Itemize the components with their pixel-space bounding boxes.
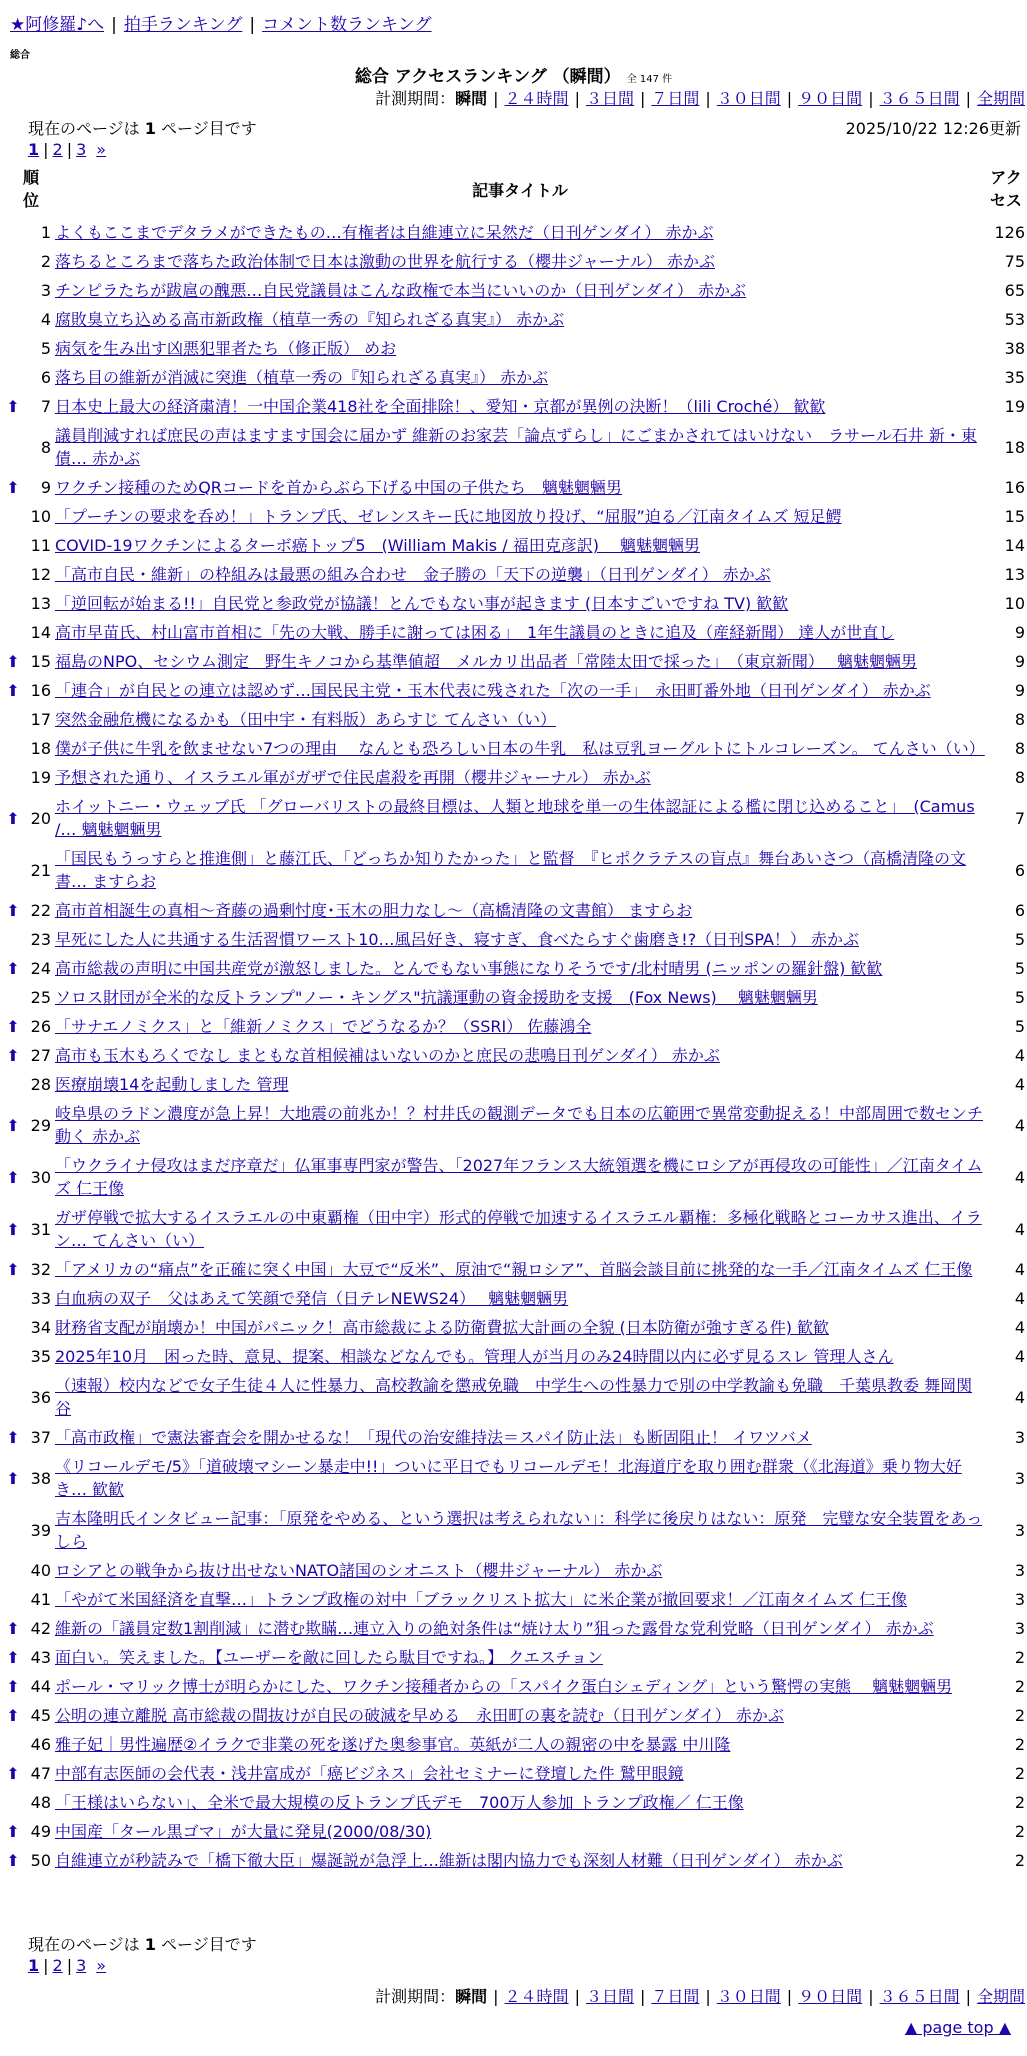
access-count: 5: [1014, 930, 1025, 949]
rank-up-arrow-icon: ⬆: [6, 1677, 20, 1696]
period-24h-link[interactable]: ２４時間: [504, 89, 569, 108]
access-count: 9: [1014, 652, 1025, 671]
rank-number: 35: [30, 1347, 51, 1366]
article-title-link[interactable]: ワクチン接種のためQRコードを首からぶら下げる中国の子供たち 魑魅魍魎男: [55, 478, 622, 497]
rank-number: 44: [30, 1677, 51, 1696]
access-count: 2: [1014, 1822, 1025, 1841]
rank-up-arrow-icon: ⬆: [6, 1260, 20, 1279]
table-row: [0, 276, 1027, 305]
article-title-link[interactable]: 自維連立が秒読みで「橋下徹大臣」爆誕説が急浮上…維新は閣内協力でも深刻人材難（日刊ゲンダイ） 赤かぶ: [55, 1851, 843, 1870]
access-count: 2: [1014, 1677, 1025, 1696]
table-row: [0, 363, 1027, 392]
rank-number: 16: [30, 681, 51, 700]
article-title-link[interactable]: 中部有志医師の会代表・浅井富成が「癌ビジネス」会社セミナーに登壇した件 鷲甲眼鏡: [55, 1764, 684, 1783]
current-page-text-bottom: 現在のページは 1 ページ目です: [28, 1935, 257, 1954]
table-row: [0, 1041, 1027, 1070]
article-title-link[interactable]: 「国民もうっすらと推進側」と藤江氏、「どっちか知りたかった」と監督 『ヒポクラテスの盲点』舞台あいさつ（高橋清隆の文書… ますらお: [55, 849, 967, 891]
period-selector-top: 計測期間：瞬間 | ２４時間 | ３日間 | ７日間 | ３０日間 | ９０日間 | ３６５日間 | 全期間: [375, 89, 1025, 108]
rank-up-arrow-icon: ⬆: [6, 1167, 20, 1187]
article-title-link[interactable]: 「プーチンの要求を呑め！」トランプ氏、ゼレンスキー氏に地図放り投げ、“屈服”迫る／江南タイムズ 短足鰐: [55, 507, 842, 526]
rank-up-arrow-icon: ⬆: [6, 397, 20, 416]
article-title-link[interactable]: 2025年10月 困った時、意見、提案、相談などなんでも。管理人が当月のみ24時間以内に必ず見るスレ 管理人さん: [55, 1347, 894, 1366]
table-row: [0, 1371, 1027, 1423]
rank-number: 11: [30, 536, 51, 555]
rank-column-header: 順位: [22, 168, 39, 210]
page-title-block: [0, 62, 1027, 87]
table-row: [0, 218, 1027, 247]
article-title-link[interactable]: 落ちるところまで落ちた政治体制で日本は激動の世界を航行する（櫻井ジャーナル） 赤かぶ: [55, 252, 715, 271]
rank-number: 47: [30, 1764, 51, 1783]
rank-number: 40: [30, 1561, 51, 1580]
access-count: 4: [1014, 1289, 1025, 1308]
table-row: [0, 983, 1027, 1012]
access-count: 18: [1004, 437, 1025, 457]
table-row: [0, 1730, 1027, 1759]
article-title-link[interactable]: 「高市自民・維新」の枠組みは最悪の組み合わせ 金子勝の「天下の逆襲」（日刊ゲンダイ） 赤かぶ: [55, 565, 771, 584]
access-count: 6: [1014, 860, 1025, 880]
access-count: 8: [1014, 710, 1025, 729]
article-title-link[interactable]: チンピラたちが跋扈の醜悪…自民党議員はこんな政権で本当にいいのか（日刊ゲンダイ） 赤かぶ: [55, 281, 747, 300]
rank-up-arrow-icon: ⬆: [6, 1648, 20, 1667]
access-count: 5: [1014, 1017, 1025, 1036]
table-row: [0, 1099, 1027, 1151]
table-row: [0, 1672, 1027, 1701]
rank-number: 46: [30, 1735, 51, 1754]
article-title-link[interactable]: 白血病の双子 父はあえて笑顔で発信（日テレNEWS24） 魑魅魍魎男: [55, 1289, 569, 1308]
access-count: 3: [1014, 1619, 1025, 1638]
access-count: 3: [1014, 1561, 1025, 1580]
rank-number: 29: [30, 1115, 51, 1135]
table-row: [0, 305, 1027, 334]
page-title: 総合 アクセスランキング （瞬間）: [354, 67, 621, 87]
period-3d-link[interactable]: ３日間: [585, 1987, 634, 2006]
article-title-link[interactable]: 「やがて米国経済を直撃…」トランプ政権の対中「ブラックリスト拡大」に米企業が撤回要求！／江南タイムズ 仁王像: [55, 1590, 908, 1609]
rank-number: 17: [30, 710, 51, 729]
article-title-link[interactable]: 「高市政権」で憲法審査会を開かせるな！「現代の治安維持法＝スパイ防止法」も断固阻止！ イワツバメ: [55, 1428, 812, 1447]
rank-number: 30: [30, 1167, 51, 1187]
table-row: [0, 844, 1027, 896]
access-count: 3: [1014, 1590, 1025, 1609]
period-current: 瞬間: [455, 89, 488, 108]
access-count: 8: [1014, 768, 1025, 787]
rank-number: 20: [30, 808, 51, 828]
access-count: 3: [1014, 1428, 1025, 1447]
rank-number: 50: [30, 1851, 51, 1870]
rank-number: 37: [30, 1428, 51, 1447]
rank-up-arrow-icon: ⬆: [6, 1017, 20, 1036]
rank-up-arrow-icon: ⬆: [6, 1619, 20, 1638]
rank-number: 31: [30, 1219, 51, 1239]
article-title-link[interactable]: ロシアとの戦争から抜け出せないNATO諸国のシオニスト（櫻井ジャーナル） 赤かぶ: [55, 1561, 663, 1580]
page-1-link[interactable]: 1: [28, 1956, 40, 1975]
article-title-link[interactable]: 「アメリカの“痛点”を正確に突く中国」大豆で“反米”、原油で“親ロシア”、首脳会談目前に挑発的な一手／江南タイムズ 仁王像: [55, 1260, 973, 1279]
access-count: 2: [1014, 1648, 1025, 1667]
rank-number: 34: [30, 1318, 51, 1337]
access-count: 126: [994, 223, 1025, 242]
table-row: [0, 1504, 1027, 1556]
access-count: 5: [1014, 988, 1025, 1007]
access-count: 4: [1014, 1347, 1025, 1366]
period-selector-bottom: 計測期間：瞬間 | ２４時間 | ３日間 | ７日間 | ３０日間 | ９０日間 | ３６５日間 | 全期間: [375, 1987, 1025, 2006]
period-365d-link[interactable]: ３６５日間: [879, 89, 960, 108]
rank-number: 36: [30, 1387, 51, 1407]
rank-up-arrow-icon: ⬆: [6, 1046, 20, 1065]
article-title-link[interactable]: 高市も玉木もろくでなし まともな首相候補はいないのかと庶民の悲鳴日刊ゲンダイ） 赤かぶ: [55, 1046, 720, 1065]
table-row: [0, 473, 1027, 502]
table-row: [0, 421, 1027, 473]
total-count: 全 147 件: [626, 74, 673, 85]
table-row: [0, 1585, 1027, 1614]
page-2-link[interactable]: 2: [52, 140, 63, 159]
article-title-link[interactable]: 維新の「議員定数1割削減」に潜む欺瞞…連立入りの絶対条件は“焼け太り”狙った露骨な党利党略（日刊ゲンダイ） 赤かぶ: [55, 1619, 934, 1638]
table-row: [0, 1255, 1027, 1284]
current-page-text: 現在のページは 1 ページ目です: [28, 119, 257, 138]
rank-number: 24: [30, 959, 51, 978]
table-row: [0, 589, 1027, 618]
article-title-link[interactable]: 「サナエノミクス」と「維新ノミクス」でどうなるか？（SSRI） 佐藤鴻全: [55, 1017, 592, 1036]
rank-number: 38: [30, 1468, 51, 1488]
period-30d-link[interactable]: ３０日間: [716, 1987, 781, 2006]
access-count: 15: [1004, 507, 1025, 526]
rank-number: 18: [30, 739, 51, 758]
article-title-link[interactable]: 高市早苗氏、村山富市首相に「先の大戦、勝手に謝っては困る」 1年生議員のときに追及（産経新聞） 達人が世直し: [55, 623, 895, 642]
access-count: 53: [1004, 310, 1025, 329]
article-title-link[interactable]: 面白い。笑えました。【ユーザーを敵に回したら駄目ですね。】 クエスチョン: [55, 1648, 603, 1667]
rank-number: 41: [30, 1590, 51, 1609]
access-count: 6: [1014, 901, 1025, 920]
access-count: 14: [1004, 536, 1025, 555]
access-count: 4: [1014, 1260, 1025, 1279]
table-row: [0, 1817, 1027, 1846]
rank-number: 14: [30, 623, 51, 642]
next-page-link[interactable]: »: [96, 1956, 107, 1975]
top-nav: ★阿修羅♪へ | 拍手ランキング | コメント数ランキング: [10, 15, 432, 35]
period-all-link[interactable]: 全期間: [976, 1987, 1025, 2006]
period-24h-link[interactable]: ２４時間: [504, 1987, 569, 2006]
page-3-link[interactable]: 3: [76, 1956, 87, 1975]
article-title-link[interactable]: 中国産「タール黒ゴマ」が大量に発見(2000/08/30): [55, 1822, 432, 1841]
article-title-link[interactable]: 高市首相誕生の真相〜斉藤の過剰忖度･玉木の胆力なし〜（高橋清隆の文書館） ますらお: [55, 901, 693, 920]
table-row: [0, 1203, 1027, 1255]
rank-up-arrow-icon: ⬆: [6, 1428, 20, 1447]
article-title-link[interactable]: 「連合」が自民との連立は認めず…国民民主党・玉木代表に残された「次の一手」 永田町番外地（日刊ゲンダイ） 赤かぶ: [55, 681, 931, 700]
rank-up-arrow-icon: ⬆: [6, 1219, 20, 1239]
rank-number: 12: [30, 565, 51, 584]
rank-number: 9: [40, 478, 51, 497]
rank-up-arrow-icon: ⬆: [6, 808, 20, 828]
access-count: 35: [1004, 368, 1025, 387]
rank-up-arrow-icon: ⬆: [6, 959, 20, 978]
period-365d-link[interactable]: ３６５日間: [879, 1987, 960, 2006]
rank-up-arrow-icon: ⬆: [6, 681, 20, 700]
table-row: [0, 1313, 1027, 1342]
access-count: 13: [1004, 565, 1025, 584]
article-title-link[interactable]: 議員削減すれば庶民の声はますます国会に届かず 維新のお家芸「論点ずらし」にごまかされてはいけない ラサール石井 新・東債… 赤かぶ: [55, 426, 977, 468]
page-top-link[interactable]: ▲ page top ▲: [904, 2018, 1011, 2037]
rank-up-arrow-icon: ⬆: [6, 1706, 20, 1725]
table-row: [0, 531, 1027, 560]
table-row: [0, 954, 1027, 983]
period-7d-link[interactable]: ７日間: [651, 1987, 700, 2006]
rank-number: 22: [30, 901, 51, 920]
access-count: 2: [1014, 1735, 1025, 1754]
table-row: [0, 618, 1027, 647]
rank-up-arrow-icon: ⬆: [6, 1764, 20, 1783]
period-3d-link[interactable]: ３日間: [585, 89, 634, 108]
article-title-link[interactable]: 落ち目の維新が消滅に突進（植草一秀の『知られざる真実』） 赤かぶ: [55, 368, 549, 387]
article-title-link[interactable]: 財務省支配が崩壊か！中国がパニック！高市総裁による防衛費拡大計画の全貌 (日本防衛が強すぎる件) 歓歓: [55, 1318, 830, 1337]
access-count: 3: [1014, 1520, 1025, 1540]
article-title-link[interactable]: ソロス財団が全米的な反トランプ"ノー・キングス"抗議運動の資金援助を支援 (Fox News) 魑魅魍魎男: [55, 988, 818, 1007]
title-column-header: 記事タイトル: [472, 181, 568, 200]
rank-number: 27: [30, 1046, 51, 1065]
article-title-link[interactable]: 吉本隆明氏インタビュー記事：「原発をやめる、という選択は考えられない」：科学に後戻りはない：原発 完璧な安全装置をあっしら: [55, 1509, 983, 1551]
table-row: [0, 1759, 1027, 1788]
access-count: 5: [1014, 959, 1025, 978]
access-count: 3: [1014, 1468, 1025, 1488]
article-title-link[interactable]: （速報）校内などで女子生徒４人に性暴力、高校教諭を懲戒免職 中学生への性暴力で別の中学教諭も免職 千葉県教委 舞岡関谷: [55, 1376, 973, 1418]
rank-up-arrow-icon: ⬆: [6, 901, 20, 920]
access-count: 8: [1014, 739, 1025, 758]
rank-number: 4: [40, 310, 51, 329]
access-count: 2: [1014, 1851, 1025, 1870]
applause-ranking-link[interactable]: 拍手ランキング: [123, 15, 243, 35]
article-title-link[interactable]: 予想された通り、イスラエル軍がガザで住民虐殺を再開（櫻井ジャーナル） 赤かぶ: [55, 768, 651, 787]
table-row: [0, 705, 1027, 734]
article-title-link[interactable]: 雅子妃｜男性遍歴②イラクで非業の死を遂げた奥参事官。英紙が二人の親密の中を暴露 中川隆: [55, 1735, 731, 1754]
rank-number: 45: [30, 1706, 51, 1725]
table-row: [0, 1342, 1027, 1371]
rank-up-arrow-icon: ⬆: [6, 1115, 20, 1135]
access-count: 4: [1014, 1115, 1025, 1135]
rank-number: 26: [30, 1017, 51, 1036]
period-all-link[interactable]: 全期間: [976, 89, 1025, 108]
article-title-link[interactable]: 腐敗臭立ち込める高市新政権（植草一秀の『知られざる真実』） 赤かぶ: [55, 310, 565, 329]
table-row: [0, 1151, 1027, 1203]
period-7d-link[interactable]: ７日間: [651, 89, 700, 108]
period-current: 瞬間: [455, 1987, 488, 2006]
article-title-link[interactable]: 日本史上最大の経済粛清！一中国企業418社を全面排除！、愛知・京都が異例の決断！（lili Croché） 歓歓: [55, 397, 826, 416]
table-row: [0, 1846, 1027, 1875]
rank-up-arrow-icon: ⬆: [6, 1468, 20, 1488]
rank-up-arrow-icon: ⬆: [6, 1851, 20, 1870]
table-row: [0, 792, 1027, 844]
pager-top: 1 | 2 | 3 »: [28, 140, 107, 159]
article-title-link[interactable]: 公明の連立離脱 高市総裁の間抜けが自民の破滅を早める 永田町の裏を読む（日刊ゲンダイ） 赤かぶ: [55, 1706, 784, 1725]
rank-number: 21: [30, 860, 51, 880]
table-row: [0, 925, 1027, 954]
period-90d-link[interactable]: ９０日間: [798, 89, 863, 108]
rank-number: 15: [30, 652, 51, 671]
page-2-link[interactable]: 2: [52, 1956, 63, 1975]
article-title-link[interactable]: 突然金融危機になるかも（田中宇・有料版）あらすじ てんさい（い）: [55, 710, 557, 729]
table-row: [0, 502, 1027, 531]
article-title-link[interactable]: 「ウクライナ侵攻はまだ序章だ」仏軍事専門家が警告、「2027年フランス大統領選を機にロシアが再侵攻の可能性」／江南タイムズ 仁王像: [55, 1156, 983, 1198]
table-row: [0, 1452, 1027, 1504]
table-row: [0, 1643, 1027, 1672]
rank-number: 13: [30, 594, 51, 613]
article-title-link[interactable]: 福島のNPO、セシウム測定 野生キノコから基準値超 メルカリ出品者「常陸太田で採った」 （東京新聞） 魑魅魍魎男: [55, 652, 918, 671]
period-label: 計測期間：: [375, 1987, 456, 2006]
article-title-link[interactable]: 「逆回転が始まる!!」自民党と参政党が協議！とんでもない事が起きます (日本すごいですね TV) 歓歓: [55, 594, 789, 613]
rank-up-arrow-icon: ⬆: [6, 1822, 20, 1841]
rank-number: 6: [40, 368, 51, 387]
period-90d-link[interactable]: ９０日間: [798, 1987, 863, 2006]
article-title-link[interactable]: 岐阜県のラドン濃度が急上昇！大地震の前兆か！？村井氏の観測データでも日本の広範囲で異常変動捉える！中部周囲で数センチ動く 赤かぶ: [55, 1104, 984, 1146]
table-row: [0, 334, 1027, 363]
access-count: 65: [1004, 281, 1025, 300]
table-row: [0, 560, 1027, 589]
rank-number: 43: [30, 1648, 51, 1667]
access-count: 4: [1014, 1387, 1025, 1407]
access-column-header: アクセス: [989, 168, 1022, 210]
rank-number: 28: [30, 1075, 51, 1094]
rank-number: 5: [40, 339, 51, 358]
rank-up-arrow-icon: ⬆: [6, 478, 20, 497]
access-count: 2: [1014, 1793, 1025, 1812]
period-30d-link[interactable]: ３０日間: [716, 89, 781, 108]
access-count: 4: [1014, 1075, 1025, 1094]
updated-timestamp: 2025/10/22 12:26更新: [845, 119, 1021, 138]
rank-number: 3: [40, 281, 51, 300]
table-row: [0, 763, 1027, 792]
article-title-link[interactable]: ポール・マリック博士が明らかにした、ワクチン接種者からの「スパイク蛋白シェディング」という驚愕の実態 魑魅魍魎男: [55, 1677, 953, 1696]
rank-number: 8: [40, 437, 51, 457]
comment-ranking-link[interactable]: コメント数ランキング: [262, 15, 432, 35]
ranking-table: [0, 218, 1027, 1875]
table-row: [0, 1701, 1027, 1730]
table-row: [0, 247, 1027, 276]
article-title-link[interactable]: 病気を生み出す凶悪犯罪者たち（修正版） めお: [55, 339, 397, 358]
access-count: 16: [1004, 478, 1025, 497]
table-row: [0, 1788, 1027, 1817]
table-row: [0, 647, 1027, 676]
access-count: 4: [1014, 1167, 1025, 1187]
category-label: 総合: [10, 50, 30, 61]
access-count: 9: [1014, 681, 1025, 700]
period-label: 計測期間：: [375, 89, 456, 108]
table-row: [0, 734, 1027, 763]
rank-number: 19: [30, 768, 51, 787]
access-count: 4: [1014, 1046, 1025, 1065]
rank-number: 33: [30, 1289, 51, 1308]
rank-up-arrow-icon: ⬆: [6, 652, 20, 671]
article-title-link[interactable]: 《リコールデモ/5》「道破壊マシーン暴走中!!」ついに平日でもリコールデモ！北海道庁を取り囲む群衆（《北海道》乗り物大好き… 歓歓: [55, 1457, 962, 1499]
table-row: [0, 1556, 1027, 1585]
rank-number: 42: [30, 1619, 51, 1638]
table-row: [0, 1423, 1027, 1452]
pager-bottom: 1 | 2 | 3 »: [28, 1956, 107, 1975]
access-count: 19: [1004, 397, 1025, 416]
access-count: 75: [1004, 252, 1025, 271]
rank-number: 32: [30, 1260, 51, 1279]
rank-number: 49: [30, 1822, 51, 1841]
article-title-link[interactable]: COVID-19ワクチンによるターボ癌トップ5 (William Makis / 福田克彦訳) 魑魅魍魎男: [55, 536, 701, 555]
table-row: [0, 1614, 1027, 1643]
article-title-link[interactable]: 僕が子供に牛乳を飲ませない7つの理由 なんとも恐ろしい日本の牛乳 私は豆乳ヨーグルトにトルコレーズン。 てんさい（い）: [55, 739, 985, 758]
article-title-link[interactable]: ガザ停戦で拡大するイスラエルの中東覇権（田中宇）形式的停戦で加速するイスラエル覇権：多極化戦略とコーカサス進出、イラン… てんさい（い）: [55, 1208, 982, 1250]
page-1-link[interactable]: 1: [28, 140, 40, 159]
table-row: [0, 1012, 1027, 1041]
access-count: 2: [1014, 1764, 1025, 1783]
rank-number: 48: [30, 1793, 51, 1812]
article-title-link[interactable]: ホイットニー・ウェッブ氏 「グローバリストの最終目標は、人類と地球を単一の生体認証による檻に閉じ込めること」 (Camus /… 魑魅魍魎男: [55, 797, 975, 839]
page-3-link[interactable]: 3: [76, 140, 87, 159]
rank-number: 2: [40, 252, 51, 271]
article-title-link[interactable]: 「王様はいらない」、全米で最大規模の反トランプ氏デモ 700万人参加 トランプ政権／ 仁王像: [55, 1793, 744, 1812]
table-row: [0, 392, 1027, 421]
table-row: [0, 1070, 1027, 1099]
rank-number: 10: [30, 507, 51, 526]
access-count: 4: [1014, 1318, 1025, 1337]
access-count: 7: [1014, 808, 1025, 828]
home-link[interactable]: ★阿修羅♪へ: [10, 15, 105, 35]
access-count: 2: [1014, 1706, 1025, 1725]
access-count: 38: [1004, 339, 1025, 358]
rank-number: 1: [40, 223, 51, 242]
rank-number: 39: [30, 1520, 51, 1540]
access-count: 10: [1004, 594, 1025, 613]
rank-number: 23: [30, 930, 51, 949]
table-row: [0, 676, 1027, 705]
article-title-link[interactable]: 高市総裁の声明に中国共産党が激怒しました。とんでもない事態になりそうです/北村晴男 (ニッポンの羅針盤) 歓歓: [55, 959, 883, 978]
rank-number: 25: [30, 988, 51, 1007]
access-count: 9: [1014, 623, 1025, 642]
next-page-link[interactable]: »: [96, 140, 107, 159]
table-row: [0, 896, 1027, 925]
article-title-link[interactable]: 医療崩壊14を起動しました 管理: [55, 1075, 289, 1094]
access-count: 4: [1014, 1219, 1025, 1239]
article-title-link[interactable]: 早死にした人に共通する生活習慣ワースト10…風呂好き、寝すぎ、食べたらすぐ歯磨き!?（日刊SPA！） 赤かぶ: [55, 930, 859, 949]
rank-number: 7: [40, 397, 51, 416]
table-row: [0, 1284, 1027, 1313]
article-title-link[interactable]: よくもここまでデタラメができたもの…有権者は自維連立に呆然だ（日刊ゲンダイ） 赤かぶ: [55, 223, 714, 242]
